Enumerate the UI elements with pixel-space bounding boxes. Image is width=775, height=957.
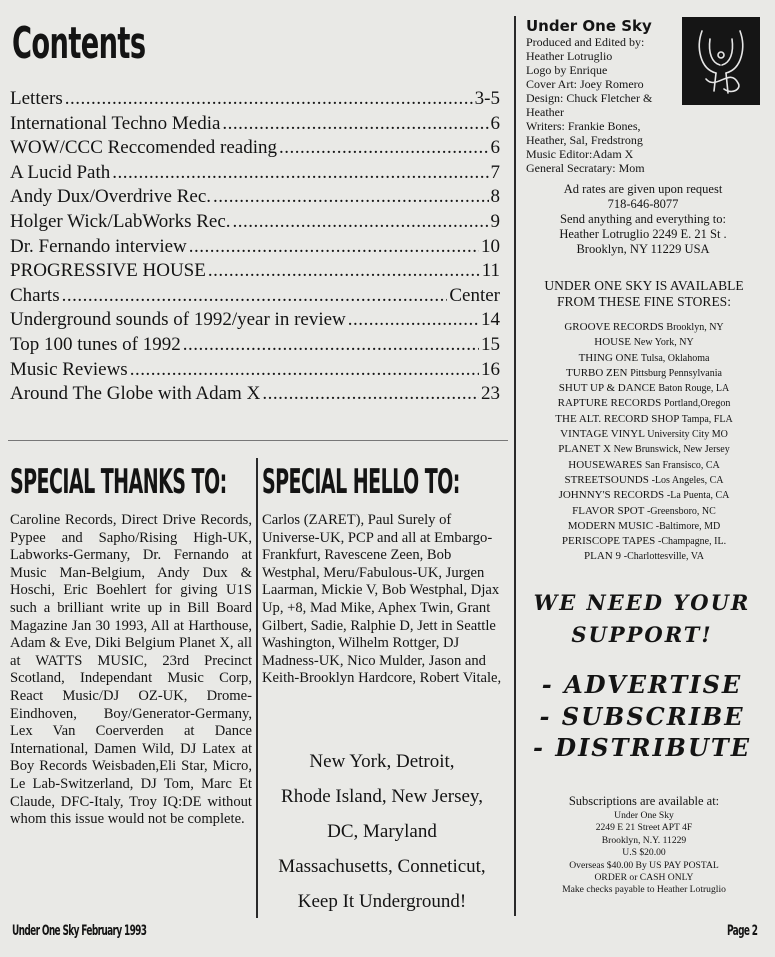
subscription-line: U.S $20.00 bbox=[622, 847, 666, 859]
footer-issue-label: Under One Sky February 1993 bbox=[12, 923, 147, 939]
subscription-line: ORDER or CASH ONLY bbox=[594, 872, 694, 884]
toc-entry bbox=[10, 334, 500, 359]
toc-bottom-rule bbox=[8, 440, 508, 441]
store-name: HOUSE bbox=[594, 336, 631, 349]
toc-page: 6 bbox=[490, 112, 500, 134]
store-entry bbox=[522, 442, 766, 457]
toc-leader bbox=[233, 211, 489, 233]
special-hello-heading: SPECIAL HELLO TO: bbox=[262, 462, 460, 502]
subscriptions-info bbox=[524, 810, 764, 897]
need-support-line1: WE NEED YOUR bbox=[533, 590, 751, 615]
toc-title: Dr. Fernando interview bbox=[10, 235, 187, 257]
under-one-sky-logo bbox=[682, 17, 760, 105]
toc-entry bbox=[10, 162, 500, 187]
store-entry bbox=[522, 473, 766, 488]
store-city: Pittsburg Pennsylvania bbox=[630, 367, 722, 379]
subscription-line: 2249 E 21 Street APT 4F bbox=[595, 822, 693, 834]
toc-title: PROGRESSIVE HOUSE bbox=[10, 260, 206, 282]
subscription-line: Make checks payable to Heather Lotruglio bbox=[562, 884, 726, 896]
table-of-contents bbox=[10, 88, 500, 408]
stores-heading bbox=[522, 278, 766, 310]
store-name: HOUSEWARES bbox=[568, 458, 643, 471]
store-name: PERISCOPE TAPES bbox=[561, 535, 656, 548]
toc-page: Center bbox=[449, 284, 500, 306]
store-city: Portland,Oregon bbox=[663, 398, 731, 410]
toc-leader bbox=[62, 285, 448, 307]
masthead-credits bbox=[526, 35, 676, 175]
toc-leader bbox=[208, 260, 480, 282]
special-thanks-heading: SPECIAL THANKS TO: bbox=[10, 462, 227, 502]
advertise-callout: - ADVERTISE bbox=[541, 670, 743, 699]
distribute-callout: - DISTRIBUTE bbox=[532, 733, 752, 762]
toc-page: 15 bbox=[481, 333, 500, 355]
masthead bbox=[526, 18, 676, 175]
toc-entry bbox=[10, 285, 500, 310]
store-entry bbox=[522, 519, 766, 534]
toc-page: 3-5 bbox=[474, 88, 500, 109]
ad-rates-info bbox=[524, 182, 762, 257]
store-name: RAPTURE RECORDS bbox=[557, 397, 662, 410]
subscription-line: Overseas $40.00 By US PAY POSTAL bbox=[569, 859, 719, 871]
toc-entry bbox=[10, 186, 500, 211]
stores-list bbox=[522, 320, 766, 565]
toc-page: 14 bbox=[481, 309, 500, 331]
ad-line: Ad rates are given upon request bbox=[563, 182, 723, 196]
toc-entry bbox=[10, 88, 500, 113]
city-line: Keep It Underground! bbox=[297, 891, 467, 912]
toc-leader bbox=[213, 186, 488, 208]
store-entry bbox=[522, 396, 766, 411]
store-entry bbox=[522, 320, 766, 335]
store-name: PLAN 9 bbox=[584, 550, 622, 563]
store-city: Tulsa, Oklahoma bbox=[640, 352, 710, 364]
special-thanks-text: Caroline Records, Direct Drive Records, Pypee and Sapho/Rising High-UK, Labworks-Germany, Dr. Fernando at Music Man-Belgium, Andy Dux & Hoschi, Eric Boehlert for giving U1S such a brilliant write up in Bill Board Magazine Jan 30 1993, All at Harthouse, Adam & Eve, Diki Belgium Planet X, all at WATTS MUSIC, 23rd Precinct Scotland, Independant Music Corp, React Music/DJ OZ-UK, Drome-Eindhoven, Boy/Generator-Germany, Lex Van Coerverden at Dance International, Damen Wild, DJ Latex at Boy Records Weisbaden,Eli Star, Micro, Le Lab-Switzerland, DJ Tom, Marc Et Claude, DFC-Italy, Troy IQ:DE without whom this issue would not be complete. bbox=[10, 512, 252, 828]
toc-page: 23 bbox=[481, 383, 500, 405]
store-entry bbox=[522, 534, 766, 549]
toc-page: 10 bbox=[481, 235, 500, 257]
subscription-line: Under One Sky bbox=[614, 810, 674, 821]
toc-title: Letters bbox=[10, 88, 63, 109]
store-city: San Fransisco, CA bbox=[644, 459, 720, 471]
toc-leader bbox=[130, 359, 479, 381]
masthead-line: Music Editor:Adam X bbox=[526, 147, 634, 161]
logo-icon bbox=[682, 17, 760, 105]
vertical-column-divider bbox=[514, 16, 516, 916]
toc-leader bbox=[348, 309, 479, 331]
store-name: MODERN MUSIC bbox=[567, 519, 654, 532]
toc-title: International Techno Media bbox=[10, 112, 221, 134]
store-entry bbox=[522, 351, 766, 366]
special-hello-text: Carlos (ZARET), Paul Surely of Universe-UK, PCP and all at Embargo-Frankfurt, Ravescene Zeen, Bob Westphal, Meru/Fabulous-UK, Jurgen Laarman, Mickie V, Bob Westphal, Djax Up, +8, Mad Mike, Aphex Twin, Grant Gilbert, Sadie, Ralphie D, Jett in Seattle Washington, Wilhelm Rottger, DJ Madness-UK, Nico Mulder, Jason and Keith-Brooklyn Hardcore, Robert Vitale, bbox=[262, 512, 502, 687]
toc-leader bbox=[112, 162, 488, 184]
toc-page: 9 bbox=[490, 210, 500, 232]
store-city: New York, NY bbox=[633, 337, 694, 349]
masthead-line: General Secratary: Mom bbox=[526, 161, 645, 175]
store-entry bbox=[522, 549, 766, 564]
city-line: Massachusetts, Conneticut, bbox=[278, 856, 486, 877]
toc-entry bbox=[10, 309, 500, 334]
store-entry bbox=[522, 412, 766, 427]
store-entry bbox=[522, 458, 766, 473]
toc-leader bbox=[65, 88, 473, 110]
ad-line: Send anything and everything to: bbox=[560, 212, 726, 226]
toc-page: 7 bbox=[490, 161, 500, 183]
store-name: THE ALT. RECORD SHOP bbox=[555, 412, 679, 425]
store-name: SHUT UP & DANCE bbox=[558, 382, 656, 395]
toc-page: 11 bbox=[481, 260, 500, 282]
toc-leader bbox=[189, 236, 479, 258]
subscriptions-heading: Subscriptions are available at: bbox=[568, 794, 720, 808]
stores-heading-line2: FROM THESE FINE STORES: bbox=[557, 294, 731, 309]
store-name: PLANET X bbox=[558, 443, 611, 456]
masthead-title: Under One Sky bbox=[526, 17, 652, 35]
masthead-line: Logo by Enrique bbox=[526, 63, 608, 77]
toc-leader bbox=[279, 137, 489, 159]
toc-title: Music Reviews bbox=[10, 358, 128, 380]
toc-title: Charts bbox=[10, 284, 60, 306]
toc-leader bbox=[262, 383, 479, 405]
masthead-line: Heather Lotruglio bbox=[526, 49, 613, 63]
masthead-line: Design: Chuck Fletcher & Heather bbox=[526, 91, 653, 119]
toc-page: 8 bbox=[490, 186, 500, 208]
toc-title: Top 100 tunes of 1992 bbox=[10, 333, 181, 355]
ad-line: Heather Lotruglio 2249 E. 21 St . bbox=[559, 227, 727, 241]
masthead-line: Cover Art: Joey Romero bbox=[526, 77, 644, 91]
stores-heading-line1: UNDER ONE SKY IS AVAILABLE bbox=[544, 278, 744, 293]
masthead-line: Produced and Edited by: bbox=[526, 35, 645, 49]
toc-entry bbox=[10, 359, 500, 384]
store-entry bbox=[522, 427, 766, 442]
store-city: -Champagne, IL. bbox=[658, 536, 727, 548]
store-name: VINTAGE VINYL bbox=[560, 428, 645, 441]
city-line: New York, Detroit, bbox=[309, 751, 455, 772]
toc-leader bbox=[222, 113, 488, 135]
store-city: Baton Rouge, LA bbox=[658, 383, 730, 395]
masthead-line: Writers: Frankie Bones, Heather, Sal, Fredstrong bbox=[526, 119, 643, 147]
store-city: New Brunswick, New Jersey bbox=[613, 444, 730, 456]
toc-title: Underground sounds of 1992/year in review bbox=[10, 309, 346, 331]
toc-title: Holger Wick/LabWorks Rec. bbox=[10, 210, 231, 232]
city-line: DC, Maryland bbox=[327, 821, 437, 842]
store-entry bbox=[522, 366, 766, 381]
store-city: University City MO bbox=[647, 429, 728, 441]
store-city: -Los Angeles, CA bbox=[651, 474, 724, 486]
store-city: -Greensboro, NC bbox=[646, 505, 716, 517]
toc-entry bbox=[10, 260, 500, 285]
toc-entry bbox=[10, 383, 500, 408]
store-name: THING ONE bbox=[578, 351, 639, 364]
footer-page-number: Page 2 bbox=[727, 923, 758, 939]
store-name: GROOVE RECORDS bbox=[564, 321, 664, 333]
store-name: STREETSOUNDS bbox=[564, 473, 649, 486]
toc-title: WOW/CCC Reccomended reading bbox=[10, 137, 277, 159]
ad-line: 718-646-8077 bbox=[607, 197, 679, 211]
toc-entry bbox=[10, 211, 500, 236]
toc-entry bbox=[10, 236, 500, 261]
need-support-line2: SUPPORT! bbox=[571, 622, 713, 647]
toc-title: A Lucid Path bbox=[10, 161, 111, 183]
store-name: FLAVOR SPOT bbox=[572, 504, 645, 517]
ad-line: Brooklyn, NY 11229 USA bbox=[576, 242, 710, 256]
store-city: -La Puenta, CA bbox=[666, 490, 730, 502]
subscribe-callout: - SUBSCRIBE bbox=[539, 702, 745, 731]
toc-title: Around The Globe with Adam X bbox=[10, 383, 261, 405]
toc-title: Andy Dux/Overdrive Rec. bbox=[10, 186, 212, 208]
store-entry bbox=[522, 381, 766, 396]
store-city: Brooklyn, NY bbox=[666, 322, 724, 333]
toc-entry bbox=[10, 113, 500, 138]
contents-title: Contents bbox=[12, 18, 146, 69]
toc-page: 16 bbox=[481, 358, 500, 380]
store-name: JOHNNY'S RECORDS bbox=[558, 489, 665, 502]
store-city: Tampa, FLA bbox=[681, 413, 733, 425]
store-city: -Baltimore, MD bbox=[655, 520, 721, 532]
cities-list bbox=[258, 744, 506, 919]
city-line: Rhode Island, New Jersey, bbox=[281, 786, 483, 807]
subscription-line: Brooklyn, N.Y. 11229 bbox=[601, 834, 687, 846]
toc-page: 6 bbox=[490, 137, 500, 159]
store-entry bbox=[522, 488, 766, 503]
store-entry bbox=[522, 335, 766, 350]
store-name: TURBO ZEN bbox=[566, 366, 628, 379]
store-city: -Charlottesville, VA bbox=[623, 551, 704, 563]
toc-entry bbox=[10, 137, 500, 162]
store-entry bbox=[522, 504, 766, 519]
toc-leader bbox=[183, 334, 479, 356]
